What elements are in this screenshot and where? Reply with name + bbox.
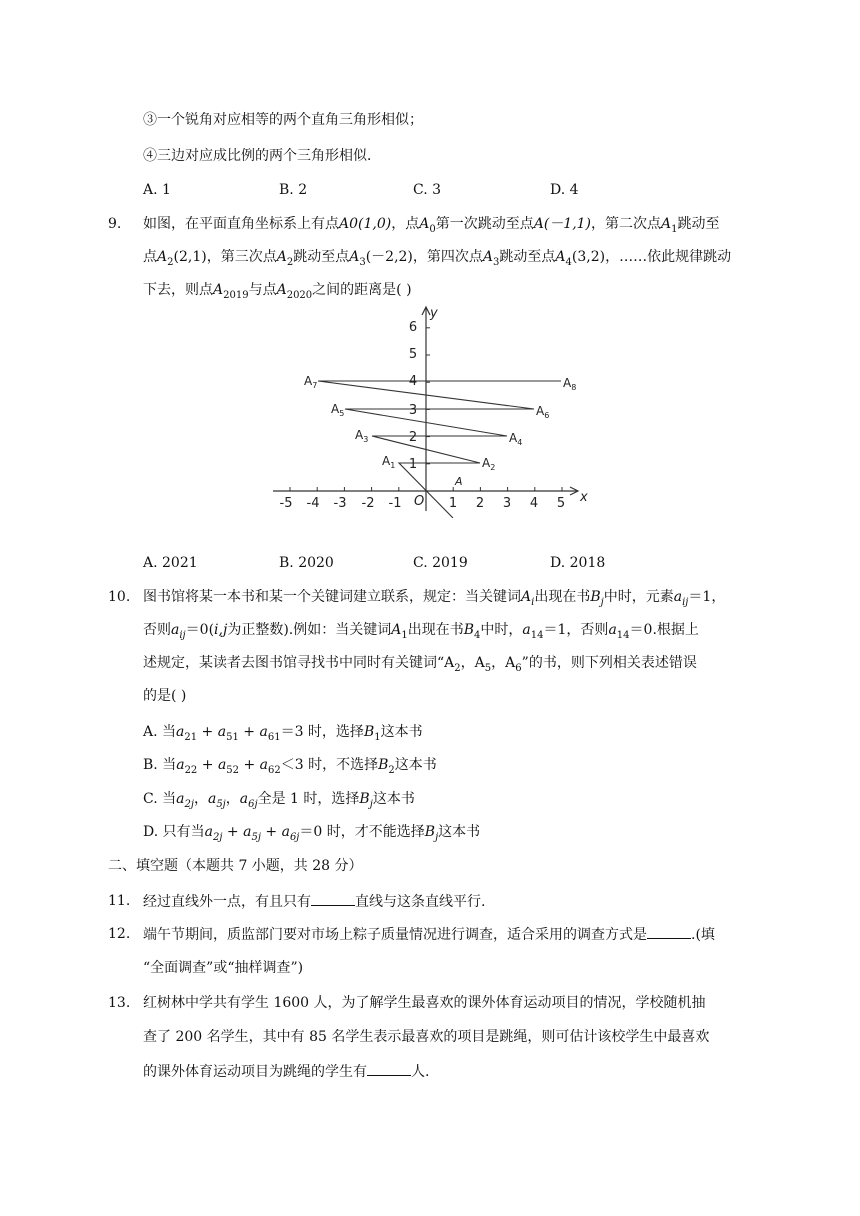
x-tick-label: -4 xyxy=(306,496,320,511)
jump-path xyxy=(318,381,561,518)
x-tick-label: -5 xyxy=(279,496,293,511)
q10-option-c[interactable]: C. 当$a_{2j}$，$a_{5j}$，$a_{6j}$全是 1 时，选择$B_j$这本书 xyxy=(143,791,415,810)
x-axis-label: x xyxy=(580,490,588,505)
point-a1-label: $A_1$ xyxy=(382,454,396,470)
origin-label: O xyxy=(414,494,425,509)
statement-4: ④三边对应成比例的两个三角形相似． xyxy=(143,148,381,164)
point-a7-label: $A_7$ xyxy=(304,374,318,390)
point-a3-label: $A_3$ xyxy=(355,428,369,444)
y-tick-label: 1 xyxy=(408,457,418,472)
point-a8-label: $A_8$ xyxy=(563,376,577,392)
q13-line1: 红树林中学共有学生 1600 人，为了解学生最喜欢的课外体育运动项目的情况，学校随机抽 xyxy=(143,995,706,1011)
q10-line3: 述规定，某读者去图书馆寻找书中同时有关键词“$A_2$，$A_5$，$A_6$”的书，则下列相关表述错误 xyxy=(143,655,697,674)
q10-line1: 图书馆将某一本书和某一个关键词建立联系，规定：当关键词$A_i$出现在书$B_j$中时，元素$a_{ij}=1$， xyxy=(143,589,726,608)
x-tick-label: 5 xyxy=(556,496,566,511)
option-c[interactable]: C. 3 xyxy=(413,182,442,198)
x-tick-label: -1 xyxy=(388,496,402,511)
point-a4-label: $A_4$ xyxy=(509,431,523,447)
q12-line2: “全面调查”或“抽样调查”) xyxy=(143,960,304,976)
x-tick-label: -3 xyxy=(333,496,347,511)
q12-number: 12. xyxy=(108,926,131,942)
option-d[interactable]: D. 4 xyxy=(550,182,579,198)
q11-text: 经过直线外一点，有且只有 直线与这条直线平行. xyxy=(143,891,485,912)
y-tick-label: 3 xyxy=(408,403,418,418)
x-tick-label: 3 xyxy=(502,496,512,511)
y-tick-label: 2 xyxy=(408,430,418,445)
y-axis-label: y xyxy=(430,306,438,321)
answer-blank[interactable] xyxy=(311,891,355,906)
statement-3: ③一个锐角对应相等的两个直角三角形相似； xyxy=(143,112,423,128)
point-a2-label: $A_2$ xyxy=(482,456,496,472)
q10-line2: 否则$a_{ij}=0(i,j$为正整数).例如：当关键词$A_1$出现在书$B_4$中时，$a_{14}=1$，否则$a_{14}=0$.根据上 xyxy=(143,622,699,641)
x-tick-label: -2 xyxy=(361,496,375,511)
x-tick-label: 4 xyxy=(529,496,539,511)
q13-number: 13. xyxy=(108,995,131,1011)
option-a[interactable]: A. 1 xyxy=(143,182,171,198)
answer-blank[interactable] xyxy=(367,1061,411,1076)
q10-line4: 的是( ) xyxy=(143,688,187,704)
q10-option-a[interactable]: A. 当$a_{21} + a_{51} + a_{61}=3$ 时，选择$B_1$这本书 xyxy=(143,724,423,743)
option-b[interactable]: B. 2020 xyxy=(279,555,334,571)
q12-line1: 端午节期间，质监部门要对市场上粽子质量情况进行调查，适合采用的调查方式是 .(填 xyxy=(143,924,715,945)
q9-number: 9. xyxy=(108,216,122,232)
q10-number: 10. xyxy=(108,589,131,605)
option-c[interactable]: C. 2019 xyxy=(413,555,468,571)
section-heading: 二、填空题（本题共 7 小题，共 28 分） xyxy=(108,858,363,874)
q9-line1: 如图，在平面直角坐标系上有点A0(1,0)，点$A_0$第一次跳动至点A(－1,1)，第二次点$A_1$跳动至 xyxy=(143,216,720,235)
x-tick-label: 2 xyxy=(475,496,485,511)
point-a-label: A xyxy=(455,475,463,488)
q9-line2: 点$A_2(2,1)$，第三次点$A_2$跳动至点$A_3(-2,2)$，第四次点$A_3$跳动至点$A_4(3,2)$，……依此规律跳动 xyxy=(143,249,732,268)
q9-line3: 下去，则点$A_{2019}$与点$A_{2020}$之间的距离是( ) xyxy=(143,282,412,301)
option-a[interactable]: A. 2021 xyxy=(143,555,198,571)
point-a5-label: $A_5$ xyxy=(331,402,345,418)
y-tick-label: 4 xyxy=(408,374,418,389)
y-tick-label: 6 xyxy=(408,320,418,335)
q10-option-b[interactable]: B. 当$a_{22} + a_{52} + a_{62}<3$ 时，不选择$B_2$这本书 xyxy=(143,757,437,776)
q11-number: 11. xyxy=(108,893,131,909)
x-tick-label: 1 xyxy=(448,496,458,511)
y-tick-label: 5 xyxy=(408,347,418,362)
q13-line2: 查了 200 名学生，其中有 85 名学生表示最喜欢的项目是跳绳，则可估计该校学生中最喜欢 xyxy=(143,1029,710,1045)
option-b[interactable]: B. 2 xyxy=(279,182,308,198)
answer-blank[interactable] xyxy=(647,924,691,939)
q9-coordinate-figure xyxy=(268,303,598,518)
option-d[interactable]: D. 2018 xyxy=(550,555,606,571)
q10-option-d[interactable]: D. 只有当$a_{2j} + a_{5j} + a_{6j}=0$ 时，才不能选择$B_j$这本书 xyxy=(143,824,481,843)
q13-line3: 的课外体育运动项目为跳绳的学生有 人. xyxy=(143,1061,429,1082)
point-a6-label: $A_6$ xyxy=(536,404,550,420)
